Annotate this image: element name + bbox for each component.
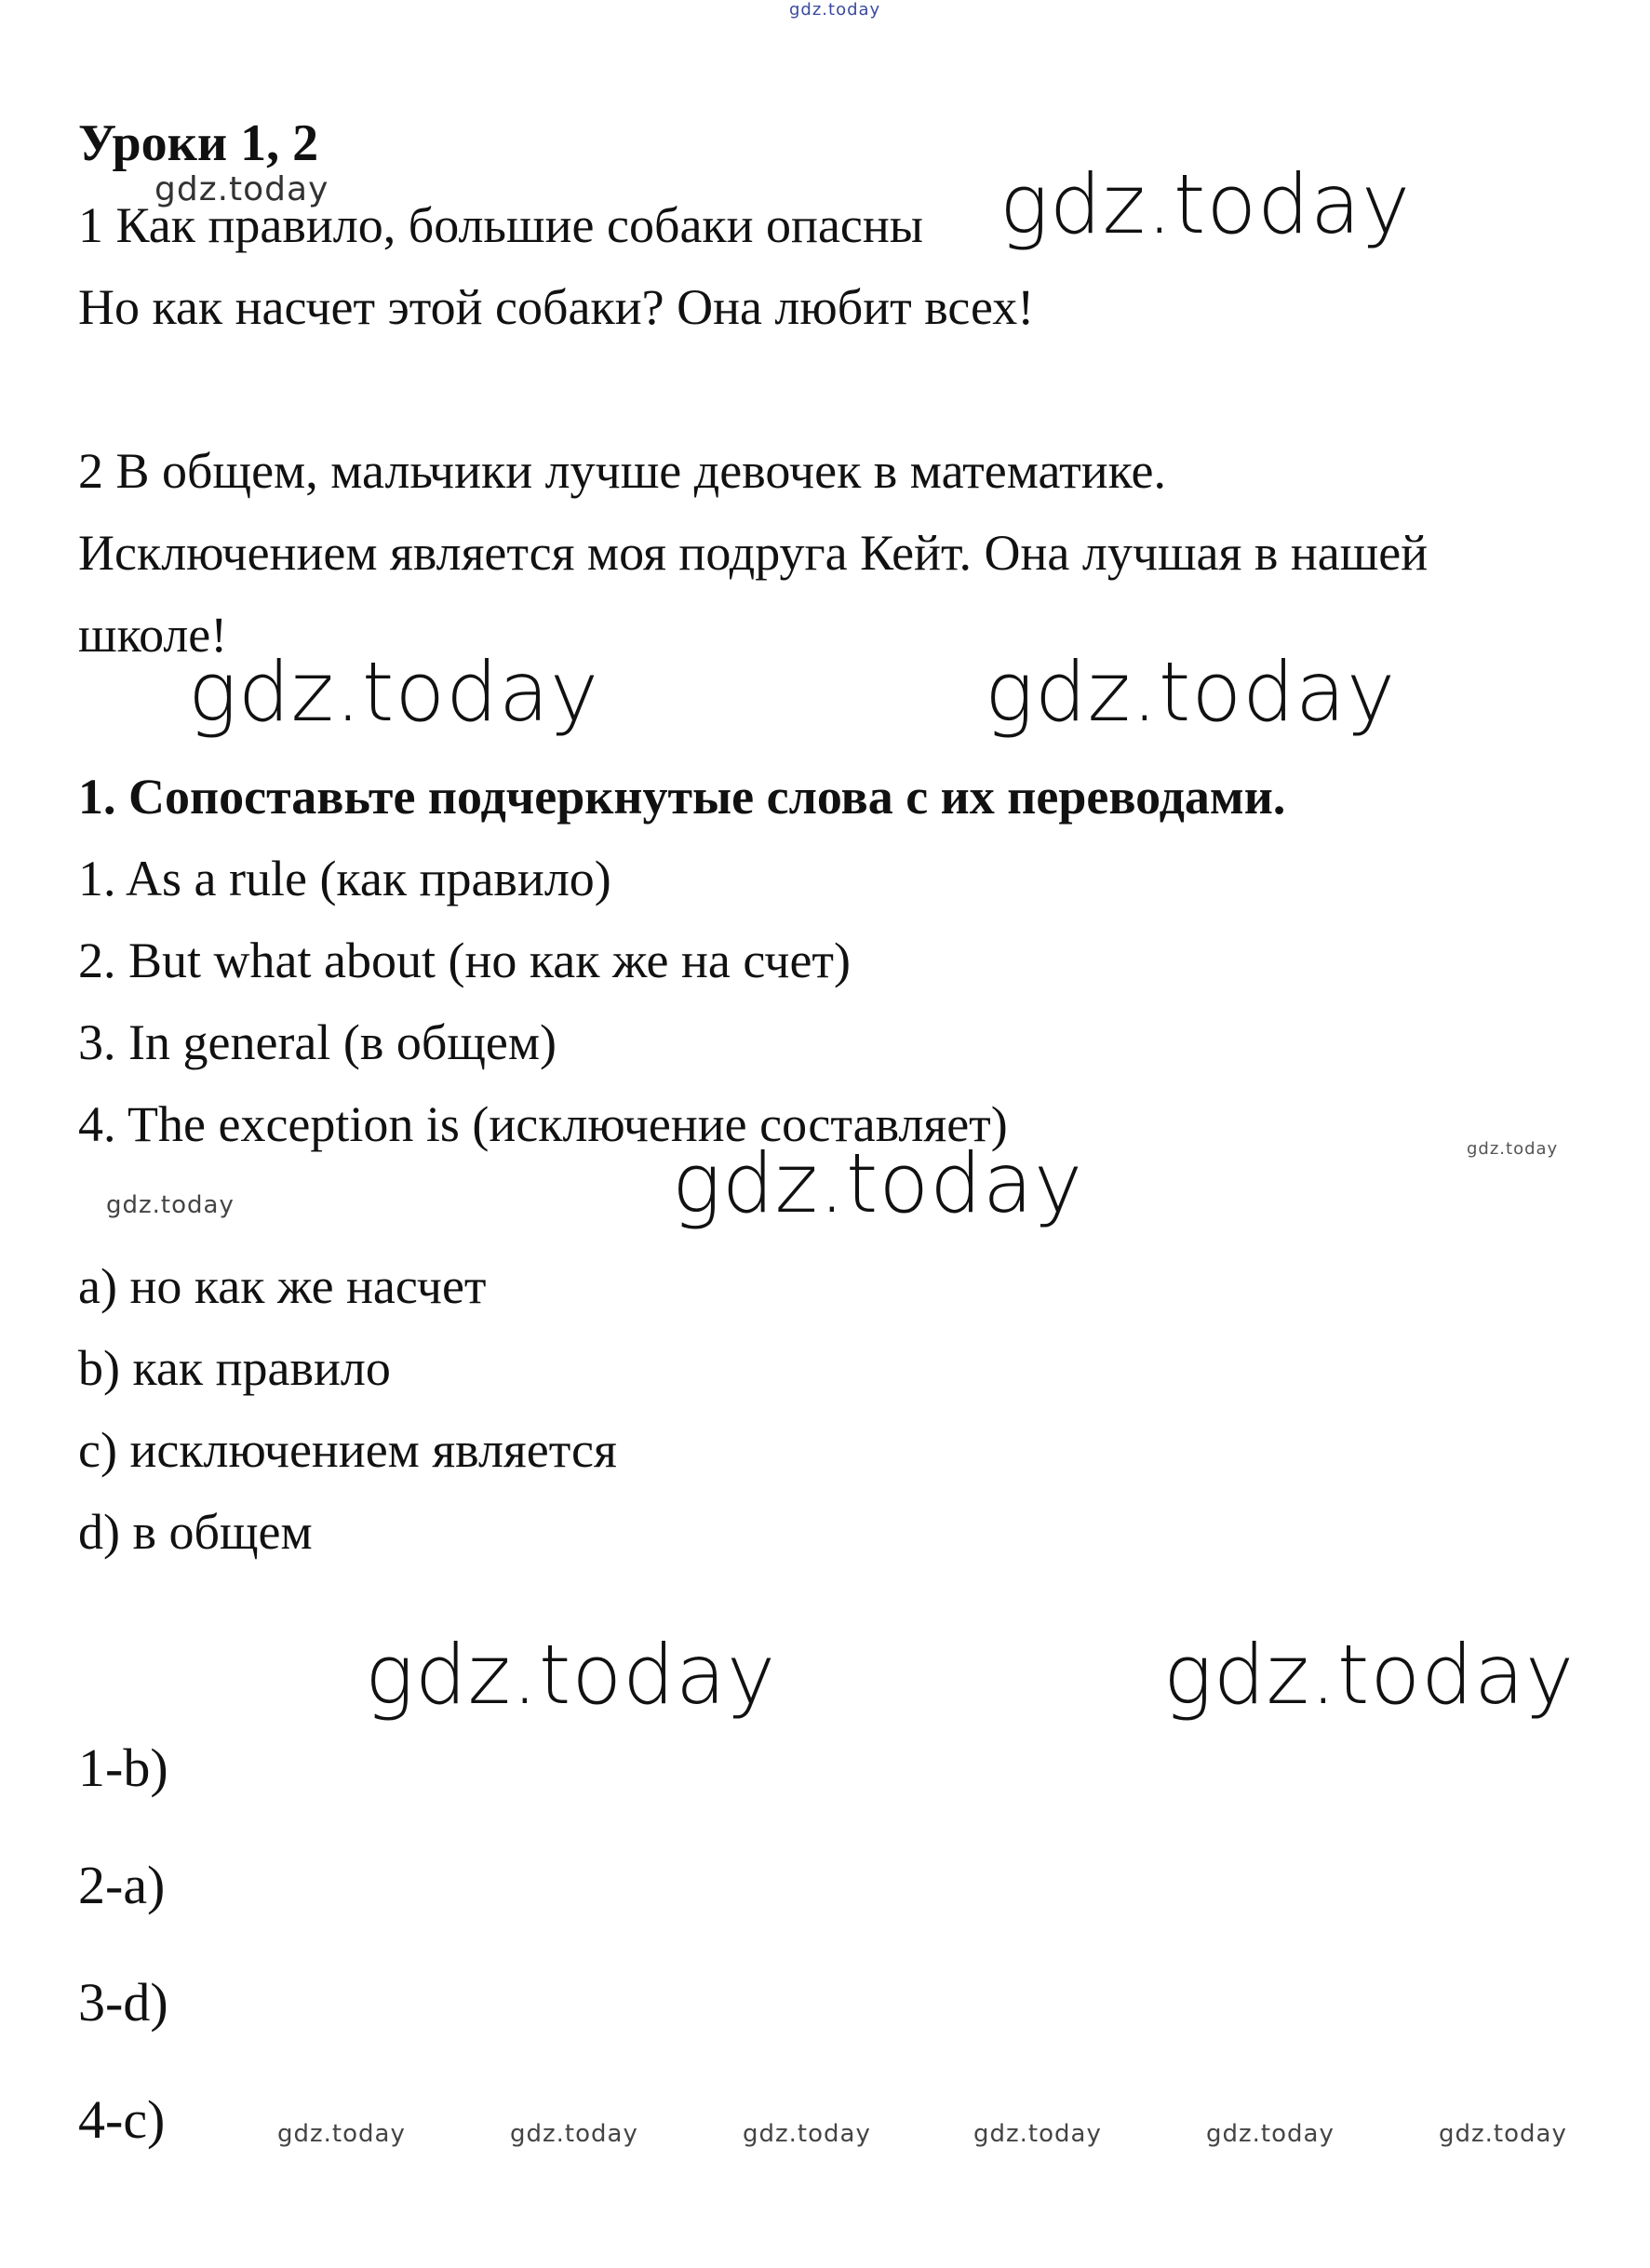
option-item: c) исключением является: [78, 1422, 617, 1478]
watermark: gdz.today: [365, 1627, 777, 1723]
option-item: d) в общем: [78, 1504, 313, 1560]
exercise-heading: 1. Сопоставьте подчеркнутые слова с их переводами.: [78, 769, 1286, 825]
passage-line-2: Но как насчет этой собаки? Она любит всех!: [78, 279, 1035, 335]
watermark: gdz.today: [1439, 2120, 1567, 2148]
watermark: gdz.today: [973, 2120, 1102, 2148]
watermark: gdz.today: [277, 2120, 406, 2148]
watermark: gdz.today: [188, 644, 600, 740]
passage-line-3: 2 В общем, мальчики лучше девочек в математике.: [78, 443, 1166, 499]
watermark: gdz.today: [999, 156, 1412, 252]
answer-item: 2-a): [78, 1855, 166, 1915]
watermark: gdz.today: [154, 170, 329, 208]
watermark: gdz.today: [1206, 2120, 1335, 2148]
option-item: b) как правило: [78, 1340, 391, 1396]
watermark: gdz.today: [1467, 1139, 1559, 1159]
watermark: gdz.today: [106, 1191, 235, 1219]
answer-item: 3-d): [78, 1972, 168, 2033]
watermark: gdz.today: [1163, 1627, 1576, 1723]
answer-item: 1-b): [78, 1738, 168, 1798]
page-title: Уроки 1, 2: [78, 114, 319, 172]
option-item: а) но как же насчет: [78, 1258, 487, 1314]
exercise-item: 4. The exception is (исключение составляет): [78, 1096, 1008, 1152]
watermark: gdz.today: [510, 2120, 638, 2148]
watermark: gdz.today: [743, 2120, 871, 2148]
watermark-top: gdz.today: [789, 0, 881, 20]
watermark: gdz.today: [672, 1135, 1084, 1231]
passage-line-5: школе!: [78, 607, 228, 663]
exercise-item: 1. As a rule (как правило): [78, 851, 611, 906]
exercise-item: 2. But what about (но как же на счет): [78, 933, 851, 988]
watermark: gdz.today: [985, 644, 1397, 740]
exercise-item: 3. In general (в общем): [78, 1014, 557, 1070]
answer-item: 4-c): [78, 2089, 166, 2150]
passage-line-1: 1 Как правило, большие собаки опасны: [78, 197, 924, 253]
passage-line-4: Исключением является моя подруга Кейт. Она лучшая в нашей: [78, 525, 1429, 581]
